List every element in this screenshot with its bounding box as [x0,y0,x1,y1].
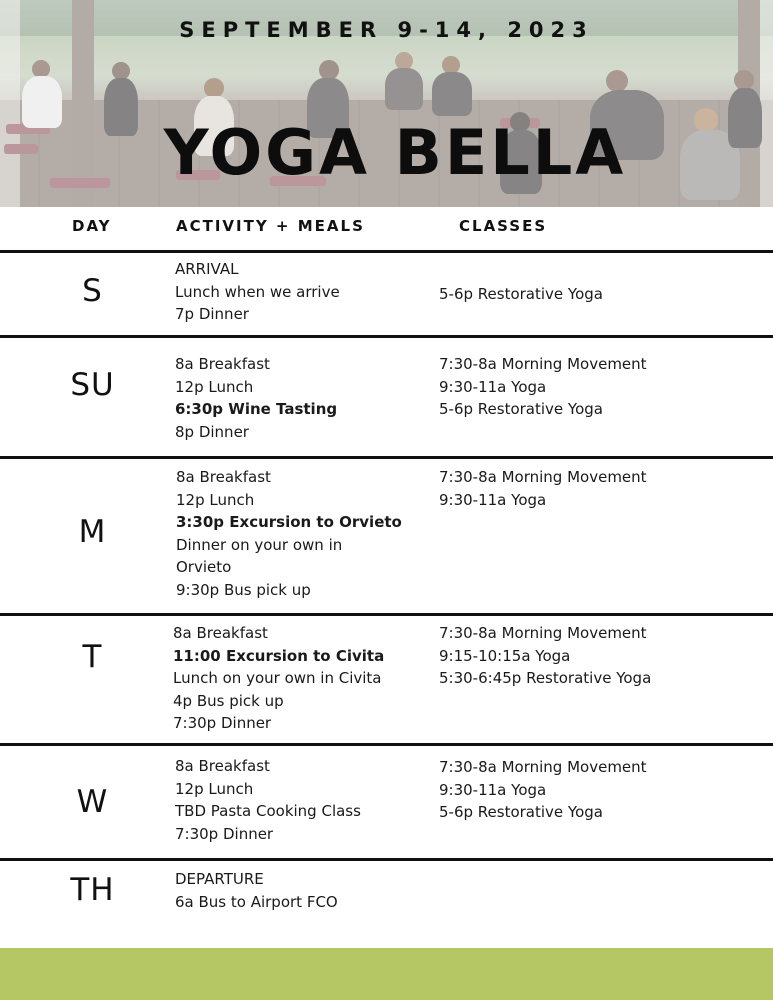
activity-item: 6a Bus to Airport FCO [175,892,338,911]
class-item: 7:30-8a Morning Movement [439,758,647,776]
day-label: SU [70,367,115,403]
column-header-day: DAY [72,217,112,235]
activity-item-highlight: 6:30p Wine Tasting [175,400,338,418]
activity-item: 8a Breakfast [176,468,271,486]
activity-list [173,622,384,735]
activity-item: 7:30p Dinner [175,824,274,843]
day-label: W [76,784,109,820]
class-list [439,353,647,421]
activity-item: 12p Lunch [175,779,254,798]
class-item: 5:30-6:45p Restorative Yoga [439,669,652,687]
activity-list [175,868,338,913]
column-header-classes: CLASSES [459,217,548,235]
day-label: TH [70,872,115,908]
activity-item: 12p Lunch [175,377,254,396]
row-divider [0,858,773,861]
activity-item: 12p Lunch [176,490,255,509]
class-list [439,283,603,306]
row-divider [0,613,773,616]
class-item: 9:30-11a Yoga [439,377,547,396]
class-item: 9:30-11a Yoga [439,490,547,509]
row-divider [0,335,773,338]
activity-item-highlight: 11:00 Excursion to Civita [173,646,385,665]
activity-item: 4p Bus pick up [173,691,284,710]
activity-item: 8p Dinner [175,422,249,441]
activity-item: 7:30p Dinner [173,714,272,732]
day-label: S [82,273,103,309]
day-label: M [78,514,107,550]
class-item: 7:30-8a Morning Movement [439,624,647,642]
row-divider [0,250,773,253]
activity-item: 9:30p Bus pick up [176,580,311,599]
class-item: 9:15-10:15a Yoga [439,646,571,665]
row-divider [0,743,773,746]
activity-list [175,258,340,326]
page-title: YOGA BELLA [163,116,627,189]
class-list [439,466,647,511]
header-photo [0,0,773,207]
activity-item: Orvieto [176,558,232,576]
class-item: 7:30-8a Morning Movement [439,468,647,486]
class-item: 5-6p Restorative Yoga [439,803,603,821]
class-item: 5-6p Restorative Yoga [439,400,603,418]
activity-item: ARRIVAL [175,260,239,278]
activity-item-highlight: 3:30p Excursion to Orvieto [176,513,402,531]
activity-item: 8a Breakfast [173,624,268,642]
activity-list [176,466,402,601]
activity-item: 8a Breakfast [175,757,270,775]
class-item: 7:30-8a Morning Movement [439,355,647,373]
activity-item: 8a Breakfast [175,355,270,373]
class-list [439,756,647,824]
activity-item: TBD Pasta Cooking Class [175,802,361,820]
activity-list [175,353,337,443]
class-item: 9:30-11a Yoga [439,780,547,799]
class-list [439,622,651,690]
activity-item: Lunch on your own in Civita [173,669,382,687]
column-header-activity: ACTIVITY + MEALS [176,217,365,235]
activity-item: Lunch when we arrive [175,282,340,301]
event-dates: SEPTEMBER 9-14, 2023 [179,18,594,42]
activity-item: 7p Dinner [175,305,249,323]
day-label: T [82,639,103,675]
activity-item: Dinner on your own in [176,535,343,554]
activity-item: DEPARTURE [175,870,264,888]
row-divider [0,456,773,459]
footer-accent-bar [0,948,773,1000]
class-item: 5-6p Restorative Yoga [439,285,603,303]
activity-list [175,755,361,845]
